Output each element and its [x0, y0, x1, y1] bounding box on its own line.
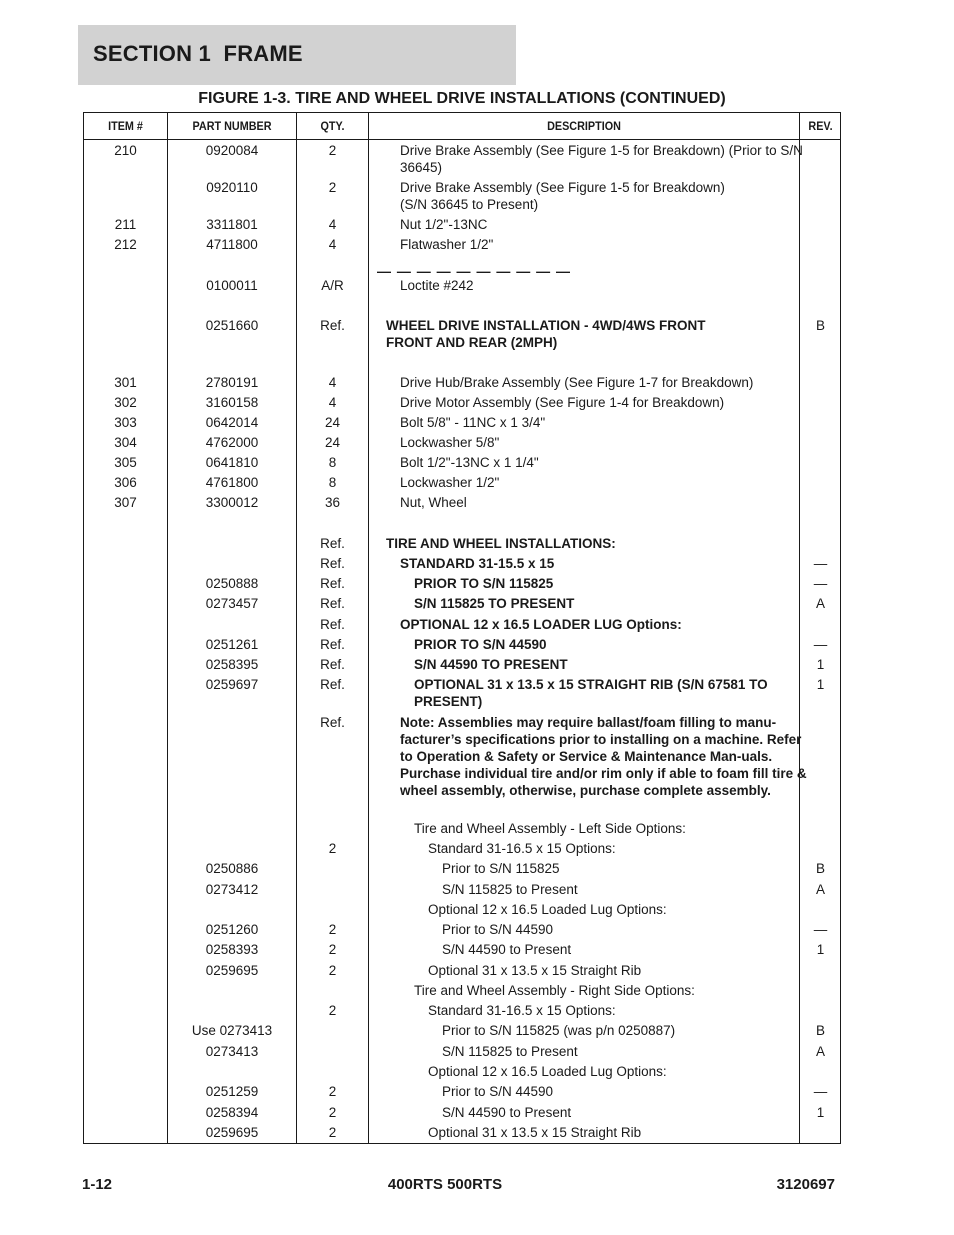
- table-row: [84, 1000, 840, 1020]
- description-cell: Flatwasher 1/2": [400, 237, 494, 252]
- table-row: [84, 352, 840, 372]
- description-cell: Prior to S/N 115825: [442, 861, 560, 876]
- table-row: [84, 140, 840, 177]
- item-cell: 211: [114, 217, 137, 232]
- part-number-cell: 0250888: [205, 576, 259, 591]
- qty-cell: Ref.: [320, 556, 345, 571]
- description-cell: Optional 31 x 13.5 x 15 Straight Rib: [428, 963, 642, 978]
- parts-table: [83, 112, 841, 1144]
- header-qty: QTY.: [320, 119, 345, 133]
- part-number-cell: 4711800: [206, 237, 258, 252]
- qty-cell: 2: [328, 1084, 337, 1099]
- table-row: [84, 1061, 840, 1081]
- description-cell: S/N 44590 TO PRESENT: [414, 657, 568, 672]
- header-description: DESCRIPTION: [547, 119, 621, 133]
- description-cell: Bolt 1/2"-13NC x 1 1/4": [400, 455, 539, 470]
- rev-cell: A: [815, 1044, 825, 1059]
- qty-cell: 2: [328, 1003, 337, 1018]
- description-cell: S/N 44590 to Present: [442, 1105, 572, 1120]
- qty-cell: Ref.: [320, 715, 345, 730]
- part-number-cell: 0920110: [206, 180, 258, 195]
- part-number-cell: 0641810: [205, 455, 259, 470]
- section-banner: [78, 25, 516, 85]
- item-cell: 303: [114, 415, 137, 430]
- description-cell: S/N 44590 to Present: [442, 942, 572, 957]
- qty-cell: 4: [328, 375, 337, 390]
- part-number-cell: 4761800: [205, 475, 259, 490]
- description-cell: [386, 512, 794, 514]
- description-cell: Drive Motor Assembly (See Figure 1-4 for Breakdown): [400, 395, 725, 410]
- table-row: [84, 1102, 840, 1122]
- qty-cell: A/R: [321, 278, 344, 293]
- part-number-cell: 0251259: [205, 1084, 259, 1099]
- description-cell: Prior to S/N 44590: [442, 1084, 554, 1099]
- table-row: [84, 553, 840, 573]
- table-row: [84, 634, 840, 654]
- header-rev: REV.: [808, 119, 833, 133]
- description-cell: Nut 1/2"-13NC: [400, 217, 488, 232]
- table-body: [84, 140, 840, 1142]
- table-row: [84, 818, 840, 838]
- description-cell: Nut, Wheel: [400, 495, 467, 510]
- qty-cell: Ref.: [320, 536, 345, 551]
- qty-cell: 8: [328, 475, 337, 490]
- description-cell: Note: Assemblies may require ballast/foam filling to manu-facturer’s specifications prior to installing on a machine. Refer to Operation & Safety or Service & Maintenance Man-uals. Purchase individual tire and/or rim only if able to foam fill tire & wheel assembly, otherwise, purchase complete assembly.: [400, 715, 807, 798]
- description-cell: S/N 115825 to Present: [442, 1044, 578, 1059]
- table-row: [84, 492, 840, 512]
- item-cell: 304: [114, 435, 137, 450]
- description-cell: Drive Hub/Brake Assembly (See Figure 1-7 for Breakdown): [400, 375, 754, 390]
- description-cell: Tire and Wheel Assembly - Right Side Options:: [414, 983, 695, 998]
- part-number-cell: 0259697: [205, 677, 259, 692]
- table-row: [84, 372, 840, 392]
- footer-model: 400RTS 500RTS: [387, 1176, 503, 1193]
- description-cell: OPTIONAL 31 x 13.5 x 15 STRAIGHT RIB (S/N 67581 TO PRESENT): [414, 677, 768, 709]
- description-cell: STANDARD 31-15.5 x 15: [400, 556, 555, 571]
- rev-cell: A: [815, 596, 825, 611]
- description-cell: Optional 12 x 16.5 Loaded Lug Options:: [428, 902, 667, 917]
- footer-document-number: 3120697: [776, 1176, 835, 1193]
- rev-cell: —: [813, 576, 828, 591]
- item-cell: 212: [114, 237, 137, 252]
- table-row: [84, 674, 840, 712]
- table-row: [84, 392, 840, 412]
- part-number-cell: 0920084: [205, 143, 259, 158]
- qty-cell: 2: [328, 1105, 337, 1120]
- qty-cell: 2: [328, 143, 337, 158]
- qty-cell: Ref.: [320, 576, 345, 591]
- qty-cell: 4: [328, 395, 337, 410]
- table-row: [84, 275, 840, 295]
- table-row: [84, 939, 840, 960]
- description-cell: Drive Brake Assembly (See Figure 1-5 for Breakdown) (Prior to S/N 36645): [400, 143, 803, 175]
- figure-title: FIGURE 1-3. TIRE AND WHEEL DRIVE INSTALLATIONS (CONTINUED): [198, 90, 726, 107]
- table-row: [84, 533, 840, 553]
- table-row: [84, 1122, 840, 1142]
- part-number-cell: 0251660: [205, 318, 259, 333]
- part-number-cell: 4762000: [205, 435, 259, 450]
- header-item: ITEM #: [108, 119, 143, 133]
- footer-page-number: 1-12: [82, 1176, 113, 1193]
- part-number-cell: 0273457: [205, 596, 259, 611]
- table-row: [84, 315, 840, 352]
- description-cell: Optional 12 x 16.5 Loaded Lug Options:: [428, 1064, 667, 1079]
- rev-cell: B: [815, 318, 825, 333]
- part-number-cell: 0258395: [205, 657, 259, 672]
- part-number-cell: 0250886: [205, 861, 259, 876]
- rev-cell: 1: [816, 677, 825, 692]
- table-row: [84, 452, 840, 472]
- description-cell: Lockwasher 1/2": [400, 475, 500, 490]
- qty-cell: Ref.: [320, 637, 345, 652]
- qty-cell: 2: [328, 841, 337, 856]
- table-row: [84, 234, 840, 254]
- description-cell: Standard 31-16.5 x 15 Options:: [428, 841, 616, 856]
- part-number-cell: 2780191: [205, 375, 259, 390]
- qty-cell: 24: [324, 415, 341, 430]
- rev-cell: 1: [816, 942, 825, 957]
- item-cell: 301: [114, 375, 137, 390]
- description-cell: S/N 115825 TO PRESENT: [414, 596, 575, 611]
- rev-cell: A: [815, 882, 825, 897]
- qty-cell: Ref.: [320, 318, 345, 333]
- table-row: [84, 295, 840, 315]
- description-cell: OPTIONAL 12 x 16.5 LOADER LUG Options:: [400, 617, 682, 632]
- table-row: [84, 858, 840, 879]
- table-row: [84, 980, 840, 1000]
- part-number-cell: 0251261: [205, 637, 259, 652]
- part-number-cell: 0259695: [205, 1125, 259, 1140]
- description-cell: TIRE AND WHEEL INSTALLATIONS:: [386, 536, 616, 551]
- rev-cell: B: [815, 861, 825, 876]
- description-cell: PRIOR TO S/N 115825: [414, 576, 554, 591]
- qty-cell: 2: [328, 942, 337, 957]
- qty-cell: Ref.: [320, 677, 345, 692]
- description-cell: [386, 352, 794, 354]
- part-number-cell: 0100011: [206, 278, 258, 293]
- table-row: [84, 412, 840, 432]
- description-cell: Optional 31 x 13.5 x 15 Straight Rib: [428, 1125, 642, 1140]
- description-cell: S/N 115825 to Present: [442, 882, 578, 897]
- part-number-cell: 3160158: [205, 395, 259, 410]
- table-row: [84, 573, 840, 593]
- header-part-number: PART NUMBER: [192, 119, 272, 133]
- part-number-cell: 0273413: [205, 1044, 259, 1059]
- table-row: [84, 1041, 840, 1061]
- rev-cell: —: [813, 922, 828, 937]
- table-row: [84, 654, 840, 674]
- description-cell: WHEEL DRIVE INSTALLATION - 4WD/4WS FRONT FRONT AND REAR (2MPH): [386, 318, 706, 350]
- description-cell: Drive Brake Assembly (See Figure 1-5 for Breakdown) (S/N 36645 to Present): [400, 180, 725, 212]
- part-number-cell: 0251260: [205, 922, 259, 937]
- description-cell: [386, 295, 794, 297]
- rev-cell: B: [815, 1023, 825, 1038]
- description-cell: Bolt 5/8" - 11NC x 1 3/4": [400, 415, 546, 430]
- qty-cell: Ref.: [320, 657, 345, 672]
- table-row: [84, 899, 840, 919]
- item-cell: 306: [114, 475, 137, 490]
- table-row: [84, 593, 840, 614]
- table-row: [84, 254, 840, 279]
- item-cell: 307: [114, 495, 137, 510]
- table-row: [84, 712, 840, 818]
- description-cell: [386, 254, 794, 256]
- qty-cell: Ref.: [320, 596, 345, 611]
- rev-cell: —: [813, 637, 828, 652]
- qty-cell: 4: [328, 217, 337, 232]
- table-row: [84, 512, 840, 533]
- rev-cell: 1: [816, 1105, 825, 1120]
- qty-cell: 2: [328, 1125, 337, 1140]
- table-row: [84, 879, 840, 899]
- part-number-cell: 0258393: [205, 942, 259, 957]
- qty-cell: 24: [324, 435, 341, 450]
- description-cell: Lockwasher 5/8": [400, 435, 500, 450]
- qty-cell: 2: [328, 922, 337, 937]
- qty-cell: Ref.: [320, 617, 345, 632]
- part-number-cell: 0258394: [205, 1105, 259, 1120]
- part-number-cell: 0642014: [205, 415, 259, 430]
- section-title: SECTION 1 FRAME: [93, 41, 303, 66]
- part-number-cell: 3300012: [205, 495, 259, 510]
- part-number-cell: 0273412: [205, 882, 259, 897]
- description-cell: Prior to S/N 44590: [442, 922, 554, 937]
- item-cell: 210: [114, 143, 137, 158]
- table-header: [84, 113, 840, 140]
- description-cell: Loctite #242: [400, 278, 474, 293]
- qty-cell: 36: [324, 495, 341, 510]
- part-number-cell: 0259695: [205, 963, 259, 978]
- rev-cell: —: [813, 1084, 828, 1099]
- table-row: [84, 919, 840, 939]
- item-cell: 305: [114, 455, 137, 470]
- rev-cell: —: [813, 556, 828, 571]
- table-row: [84, 177, 840, 214]
- item-cell: 302: [114, 395, 137, 410]
- table-row: [84, 432, 840, 452]
- table-row: [84, 614, 840, 634]
- dashed-separator: — — — — — — — — — —: [377, 263, 572, 279]
- qty-cell: 8: [328, 455, 337, 470]
- qty-cell: 2: [328, 963, 337, 978]
- table-row: [84, 838, 840, 858]
- description-cell: Tire and Wheel Assembly - Left Side Options:: [414, 821, 686, 836]
- description-cell: PRIOR TO S/N 44590: [414, 637, 547, 652]
- qty-cell: 4: [328, 237, 337, 252]
- table-row: [84, 472, 840, 492]
- description-cell: Standard 31-16.5 x 15 Options:: [428, 1003, 616, 1018]
- table-row: [84, 214, 840, 234]
- table-row: [84, 1020, 840, 1041]
- qty-cell: 2: [328, 180, 337, 195]
- part-number-cell: 3311801: [206, 217, 258, 232]
- table-row: [84, 960, 840, 980]
- rev-cell: 1: [816, 657, 825, 672]
- description-cell: Prior to S/N 115825 (was p/n 0250887): [442, 1023, 676, 1038]
- part-number-cell: Use 0273413: [191, 1023, 273, 1038]
- table-row: [84, 1081, 840, 1102]
